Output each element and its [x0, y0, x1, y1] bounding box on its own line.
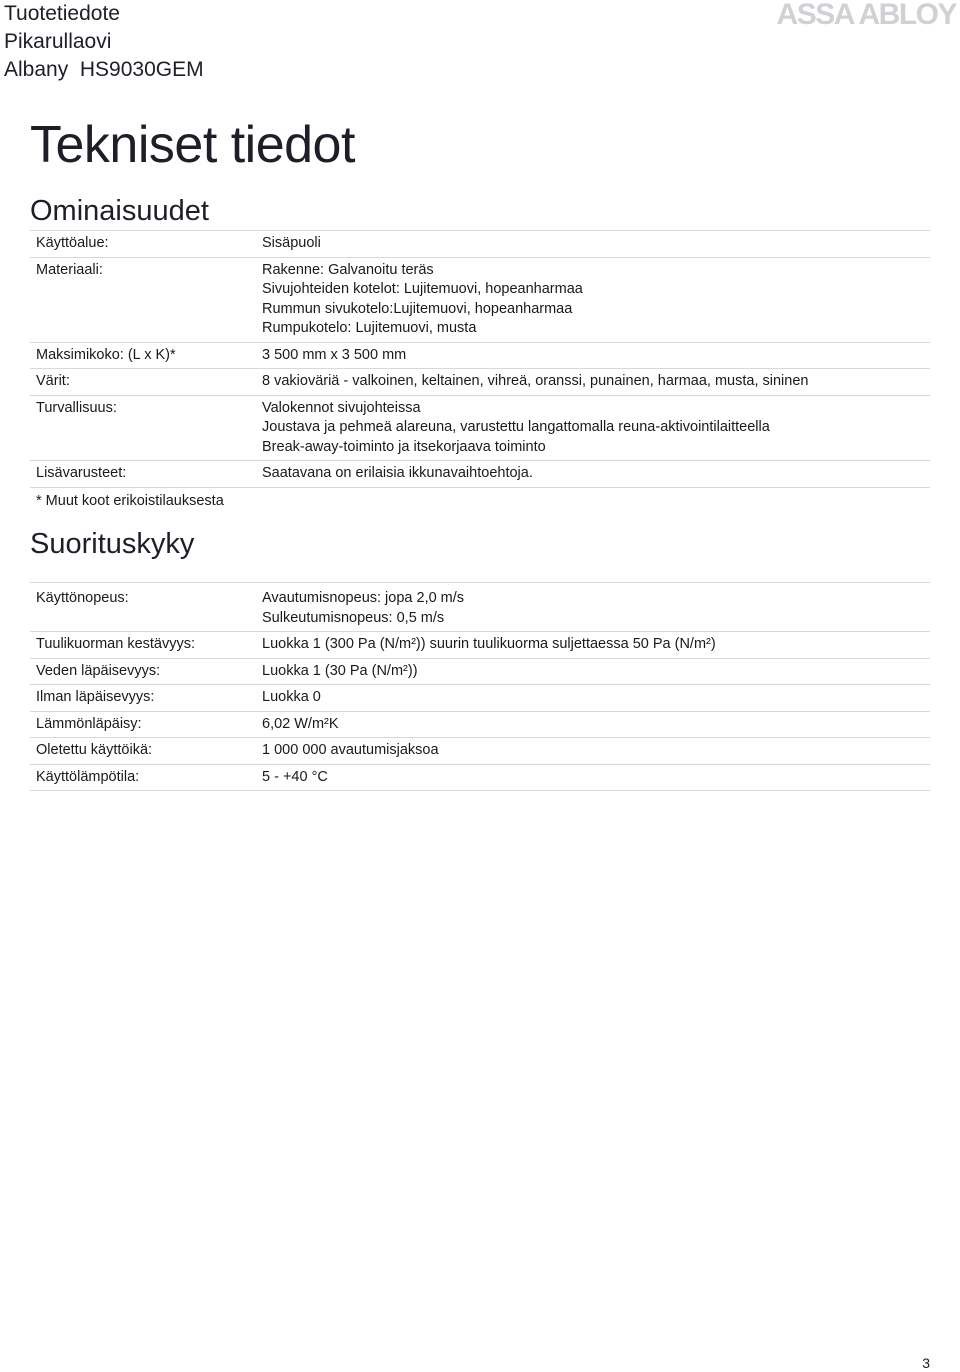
row-label: Maksimikoko: (L x K)*: [36, 346, 176, 363]
value-line: Joustava ja pehmeä alareuna, varustettu langattomalla reuna-aktivointilaitteella: [262, 419, 770, 435]
row-label: Käyttölämpötila:: [36, 768, 140, 785]
table-row: [30, 711, 930, 738]
table-row: [30, 631, 930, 658]
value-line: 8 vakioväriä - valkoinen, keltainen, vihreä, oranssi, punainen, harmaa, musta, sininen: [262, 373, 809, 389]
value-line: 3 500 mm x 3 500 mm: [262, 346, 407, 363]
value-line: Sulkeutumisnopeus: 0,5 m/s: [262, 609, 445, 626]
size-footnote: * Muut koot erikoistilauksesta: [36, 493, 224, 509]
row-value: [262, 688, 930, 708]
brand-logo: ASSA ABLOY: [776, 0, 956, 31]
row-label: Materiaali:: [36, 261, 103, 278]
value-line: 5 - +40 °C: [262, 768, 328, 785]
table-row: [30, 764, 930, 792]
table-row: [30, 257, 930, 342]
table-row: [30, 395, 930, 461]
table-row: [30, 230, 930, 257]
row-value: [262, 741, 930, 761]
section-title-features: Ominaisuudet: [30, 195, 209, 227]
value-line: Luokka 0: [262, 689, 321, 705]
document-header: [4, 0, 204, 84]
row-value: [262, 589, 930, 628]
row-label: Tuulikuorman kestävyys:: [36, 636, 196, 652]
row-value: [262, 261, 930, 339]
row-value: [262, 715, 930, 735]
value-line: Rumpukotelo: Lujitemuovi, musta: [262, 320, 477, 336]
row-label: Oletettu käyttöikä:: [36, 742, 153, 758]
features-table: [30, 230, 930, 488]
row-value: [262, 662, 930, 682]
row-value: [262, 234, 930, 254]
row-value: [262, 372, 930, 392]
performance-table: [30, 582, 930, 791]
row-label: Turvallisuus:: [36, 399, 117, 416]
header-product-type: Pikarullaovi: [4, 30, 112, 53]
value-line: Rummun sivukotelo:Lujitemuovi, hopeanharmaa: [262, 300, 573, 317]
row-value: [262, 399, 930, 458]
table-row: [30, 684, 930, 711]
table-row: [30, 658, 930, 685]
value-line: Valokennot sivujohteissa: [262, 399, 421, 416]
table-row: [30, 342, 930, 369]
value-line: 1 000 000 avautumisjaksoa: [262, 742, 439, 758]
value-line: Saatavana on erilaisia ikkunavaihtoehtoja.: [262, 465, 533, 481]
section-title-performance: Suorituskyky: [30, 528, 195, 560]
table-row: [30, 460, 930, 488]
header-product-model: Albany HS9030GEM: [4, 58, 204, 81]
table-row: [30, 368, 930, 395]
row-label: Käyttönopeus:: [36, 590, 129, 606]
row-label: Lämmönläpäisy:: [36, 715, 142, 732]
row-label: Käyttöalue:: [36, 235, 109, 251]
row-value: [262, 768, 930, 788]
row-value: [262, 346, 930, 366]
value-line: Luokka 1 (300 Pa (N/m²)) suurin tuulikuorma suljettaessa 50 Pa (N/m²): [262, 636, 716, 652]
row-value: [262, 464, 930, 484]
value-line: Sisäpuoli: [262, 235, 321, 251]
row-value: [262, 635, 930, 655]
table-row: [30, 737, 930, 764]
row-label: Ilman läpäisevyys:: [36, 689, 155, 705]
value-line: 6,02 W/m²K: [262, 715, 339, 732]
table-row: [30, 582, 930, 631]
row-label: Värit:: [36, 373, 70, 389]
row-label: Veden läpäisevyys:: [36, 662, 161, 679]
value-line: Luokka 1 (30 Pa (N/m²)): [262, 662, 418, 679]
value-line: Rakenne: Galvanoitu teräs: [262, 261, 434, 278]
page-title: Tekniset tiedot: [30, 116, 355, 174]
row-label: Lisävarusteet:: [36, 465, 127, 481]
page-number: 3: [922, 1355, 930, 1371]
value-line: Sivujohteiden kotelot: Lujitemuovi, hopeanharmaa: [262, 281, 583, 297]
value-line: Break-away-toiminto ja itsekorjaava toiminto: [262, 438, 546, 455]
value-line: Avautumisnopeus: jopa 2,0 m/s: [262, 590, 465, 606]
header-doc-type: Tuotetiedote: [4, 2, 120, 25]
